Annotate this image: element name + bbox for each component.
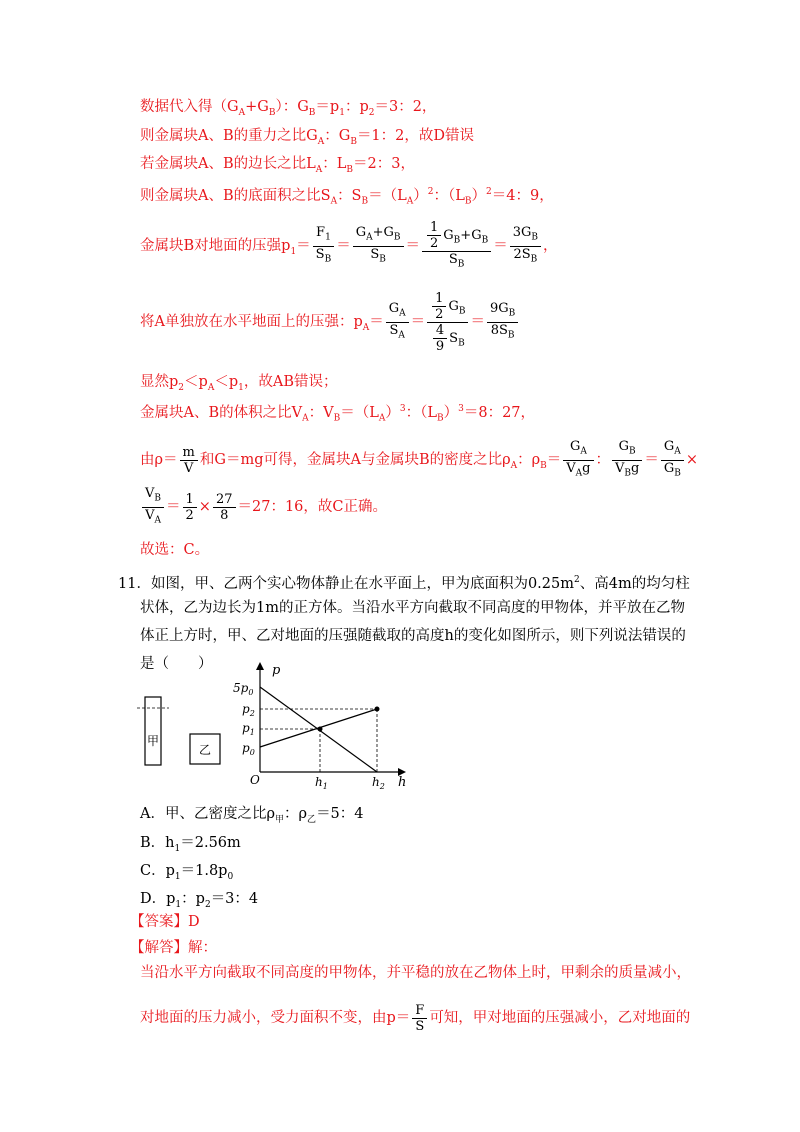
analysis-label: 【解答】解： — [130, 940, 217, 956]
tick-h1: $h_1$ — [315, 775, 328, 790]
tick-p1: $p_1$ — [242, 721, 255, 737]
tick-5p0: $5p_0$ — [233, 681, 254, 697]
tick-h2: $h_2$ — [372, 775, 385, 790]
solution-line-7: 显然$p_2<p_A<p_1$，故AB错误； — [140, 374, 338, 393]
option-d: D．$p_1$：$p_2=3$：4 — [140, 891, 259, 910]
label-yi: 乙 — [198, 743, 212, 757]
tick-p2: $p_2$ — [242, 702, 255, 718]
axis-p-label: p — [272, 663, 281, 678]
axis-h-label: h — [398, 775, 407, 790]
solution-line-8: 金属块A、B的体积之比$V_A$：$V_B=(L_A)^3$：$(L_B)^3=8$：27， — [140, 404, 536, 424]
question-11-line-2: 状体，乙为边长为1m的正方体。当沿水平方向截取不同高度的甲物体，并平放在乙物 — [140, 600, 685, 616]
solution-line-1: 数据代入得$(G_A+G_B)$：$G_B=p_1$：$p_2=3$：2， — [140, 99, 437, 118]
question-figure — [130, 660, 430, 790]
solution-line-3: 若金属块A、B的边长之比$L_A$：$L_B=2$：3， — [140, 156, 415, 175]
solution-line-6: 将A单独放在水平地面上的压强：$p_A=$ $\frac{G_A}{S_A}$ ＝ $\frac{1}{2}$ $G_B$ $\frac{4}{9}$ $S_B$ ＝ $\frac{9G_B}{8S_B}$ — [140, 262, 520, 388]
solution-line-9: 由ρ＝ $\frac{m}{V}$ 和G＝mg可得，金属块A与金属块B的密度之比$\rho_A$：$\rho_B=$ $\frac{G_A}{V_Ag}$ ： $\frac{G_B}{V_Bg}$ ＝ $\frac{G_A}{G_B}$ × — [140, 438, 699, 479]
label-jia: 甲 — [146, 734, 160, 748]
block-jia — [145, 697, 161, 765]
origin-label: O — [250, 773, 260, 787]
option-b: B．$h_1=2.56m$ — [140, 835, 241, 854]
question-11-line-4: 是（ ） — [140, 656, 213, 672]
option-a: A．甲、乙密度之比$\rho_甲$：$\rho_乙=5$：4 — [140, 806, 364, 825]
solution-line-5: 金属块B对地面的压强$p_1=$ $\frac{F_1}{S_B}$ ＝ $\frac{G_A+G_B}{S_B}$ ＝ $\frac{1}{2}$ $G_B+G_B$ $S_B$ ＝ $\frac{3G_B}{2S_B}$ ， — [140, 219, 558, 270]
solution-line-11: 故选：C。 — [140, 542, 210, 558]
answer-label: 【答案】D — [130, 914, 200, 930]
analysis-line-1: 当沿水平方向截取不同高度的甲物体，并平稳的放在乙物体上时，甲剩余的质量减小， — [140, 965, 691, 981]
analysis-line-2: 对地面的压力减小，受力面积不变，由p＝ $\frac{F}{S}$ 可知，甲对地面的压强减小，乙对地面的 — [140, 1002, 691, 1034]
solution-line-2: 则金属块A、B的重力之比$G_A$：$G_B=1$：2，故D错误 — [140, 128, 475, 147]
tick-p0: $p_0$ — [242, 741, 255, 757]
solution-line-10: $\frac{V_B}{V_A}$ ＝ $\frac{1}{2}$ × $\frac{27}{8}$ ＝27：16，故C正确。 — [140, 482, 387, 532]
question-11-line-3: 体正上方时，甲、乙对地面的压强随截取的高度h的变化如图所示，则下列说法错误的 — [140, 628, 686, 644]
solution-line-4: 则金属块A、B的底面积之比$S_A$：$S_B=(L_A)^2$：$(L_B)^2=4$：9， — [140, 187, 554, 207]
question-11-line-1: 11．如图，甲、乙两个实心物体静止在水平面上，甲为底面积为$0.25m^2$、高4m的均匀柱 — [118, 575, 690, 592]
option-c: C．$p_1=1.8p_0$ — [140, 863, 234, 882]
